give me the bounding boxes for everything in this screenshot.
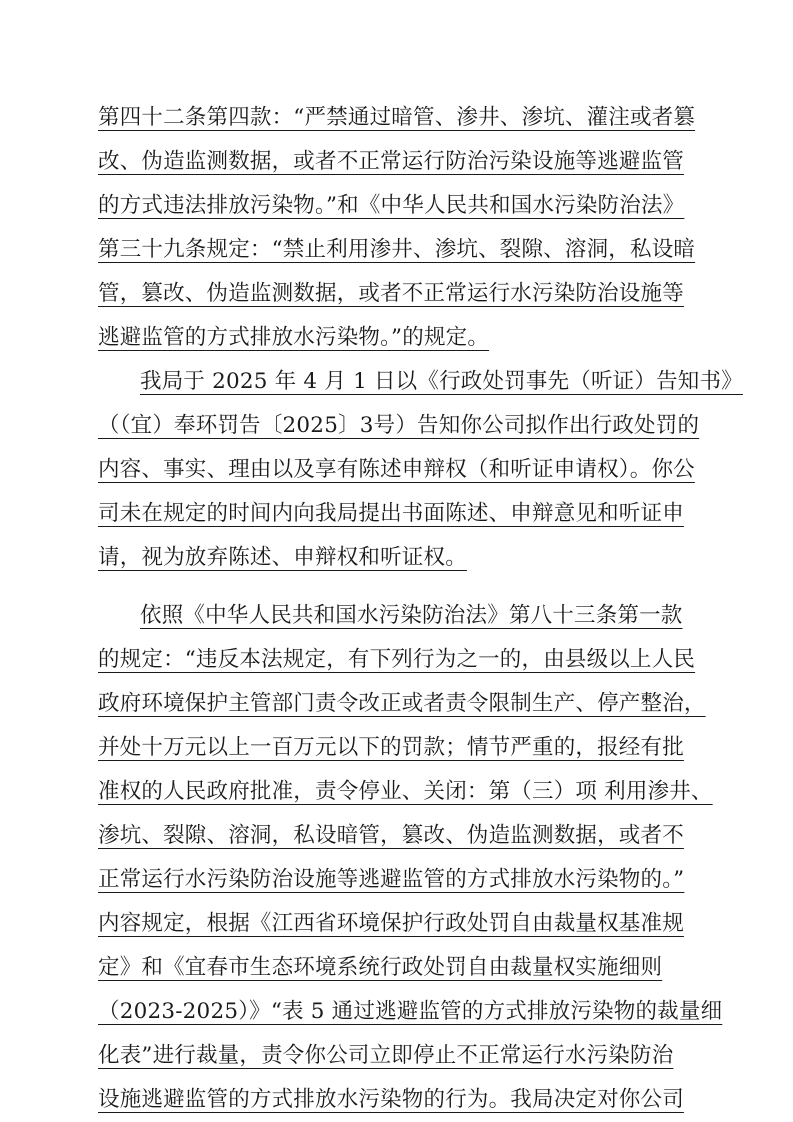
text-line xyxy=(98,230,696,270)
text-line xyxy=(98,772,713,812)
text-line xyxy=(98,450,695,490)
text-line xyxy=(140,362,743,402)
text-line xyxy=(98,1080,684,1120)
underlined-text: 的规定：“违反本法规定，有下列行为之一的，由县级以上人民 xyxy=(98,647,696,672)
text-line xyxy=(98,142,684,182)
underlined-text: 定》和《宜春市生态环境系统行政处罚自由裁量权实施细则 xyxy=(98,955,663,980)
underlined-text: 第四十二条第四款：“严禁通过暗管、渗井、渗坑、灌注或者篡 xyxy=(98,105,696,130)
underlined-text: 依照《中华人民共和国水污染防治法》第八十三条第一款 xyxy=(140,603,683,628)
underlined-text: 我局于 2025 年 4 月 1 日以《行政处罚事先（听证）告知书》 xyxy=(140,369,743,394)
text-line xyxy=(140,596,683,636)
underlined-text: 政府环境保护主管部门责令改正或者责令限制生产、停产整治， xyxy=(98,691,706,716)
underlined-text: 第三十九条规定：“禁止利用渗井、渗坑、裂隙、溶洞，私设暗 xyxy=(98,237,696,262)
text-line xyxy=(98,640,696,680)
underlined-text: （2023-2025）》“表 5 通过逃避监管的方式排放污染物的裁量细 xyxy=(98,999,723,1024)
underlined-text: 管，篡改、伪造监测数据，或者不正常运行水污染防治设施等 xyxy=(98,281,684,306)
text-line xyxy=(98,274,684,314)
text-line xyxy=(98,538,672,578)
underlined-text: 渗坑、裂隙、溶洞，私设暗管，篡改、伪造监测数据，或者不 xyxy=(98,823,684,848)
text-line xyxy=(98,318,672,358)
underlined-text: （（宜）奉环罚告〔2025〕3号）告知你公司拟作出行政处罚的 xyxy=(98,413,700,438)
underlined-text: 司未在规定的时间内向我局提出书面陈述、申辩意见和听证申 xyxy=(98,501,684,526)
text-line xyxy=(98,860,685,900)
underlined-text: 设施逃避监管的方式排放水污染物的行为。我局决定对你公司 xyxy=(98,1087,684,1112)
text-line xyxy=(98,1036,672,1076)
text-line xyxy=(98,406,700,446)
text-line xyxy=(98,186,685,226)
underlined-text: 的方式违法排放污染物。”和《中华人民共和国水污染防治法》 xyxy=(98,193,685,218)
underlined-text: 请，视为放弃陈述、申辩权和听证权。 xyxy=(98,545,467,570)
underlined-text: 改、伪造监测数据，或者不正常运行防治污染设施等逃避监管 xyxy=(98,149,684,174)
underlined-text: 并处十万元以上一百万元以下的罚款；情节严重的，报经有批 xyxy=(98,735,684,760)
text-line xyxy=(98,98,696,138)
text-line xyxy=(98,904,684,944)
underlined-text: 逃避监管的方式排放水污染物。”的规定。 xyxy=(98,325,490,350)
underlined-text: 正常运行水污染防治设施等逃避监管的方式排放水污染物的。” xyxy=(98,867,685,892)
underlined-text: 内容规定，根据《江西省环境保护行政处罚自由裁量权基准规 xyxy=(98,911,684,936)
text-line xyxy=(98,992,723,1032)
text-line xyxy=(98,816,684,856)
text-line xyxy=(98,948,672,988)
text-line xyxy=(98,684,706,724)
underlined-text: 化表”进行裁量，责令你公司立即停止不正常运行水污染防治 xyxy=(98,1043,674,1068)
underlined-text: 准权的人民政府批准，责令停业、关闭：第（三）项 利用渗井、 xyxy=(98,779,713,804)
underlined-text: 内容、事实、理由以及享有陈述申辩权（和听证申请权）。你公 xyxy=(98,457,695,482)
text-line xyxy=(98,728,684,768)
text-line xyxy=(98,494,684,534)
